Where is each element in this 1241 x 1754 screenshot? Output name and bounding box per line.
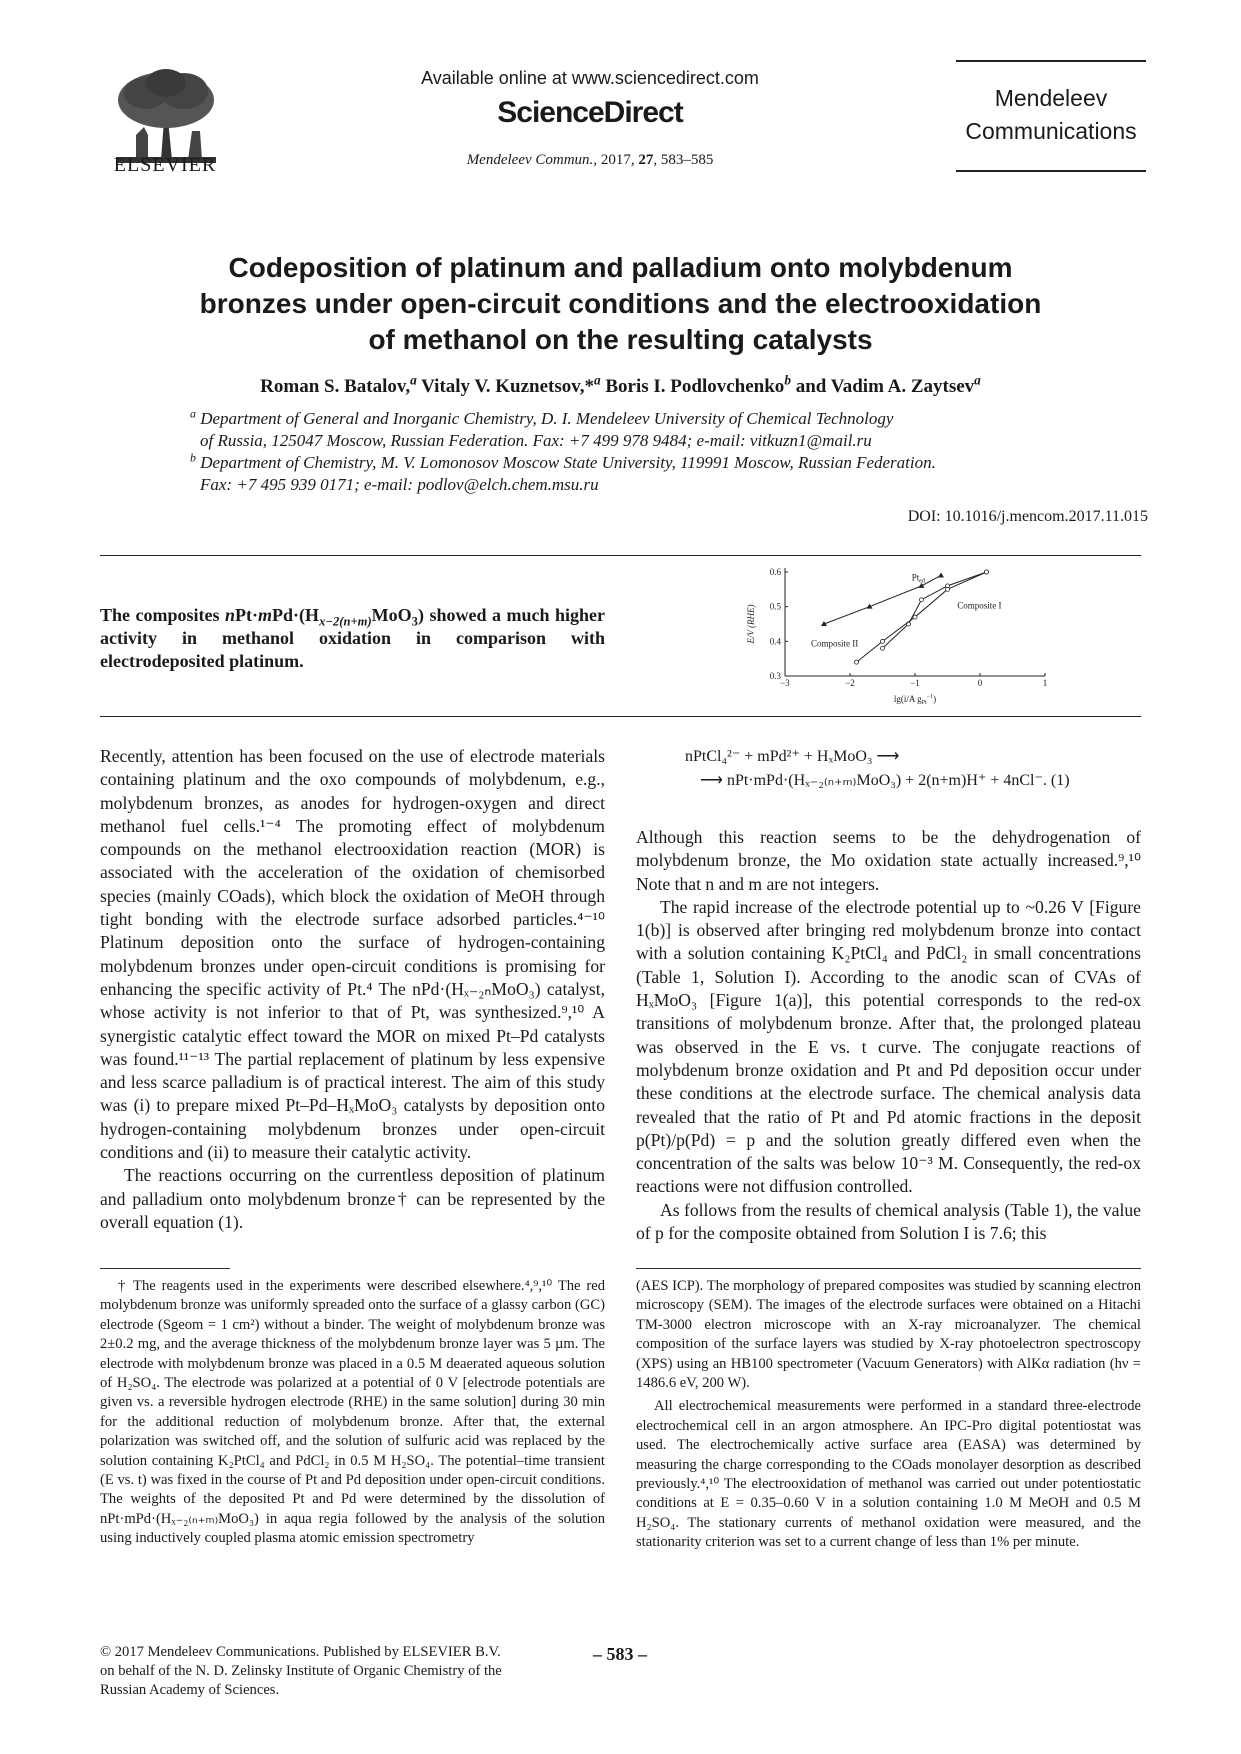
copyright-line: Russian Academy of Sciences. bbox=[100, 1682, 280, 1698]
x-axis-label-end: ) bbox=[933, 694, 937, 704]
journal-name-line1: Mendeleev bbox=[994, 85, 1108, 111]
formula-part: Pt· bbox=[235, 605, 259, 625]
y-tick-label: 0.4 bbox=[769, 636, 781, 647]
footnote-paragraph: (AES ICP). The morphology of prepared composites was studied by scanning electron microscopy (SEM). The images of the electrode surfaces were obtained on a Hitachi TM-3000 electron microscope with an X-ray microanalyzer. The chemical composition of the surface layers was studied by X-ray photoelectron spectroscopy (XPS) using an HB100 spectrometer (Vacuum Generators) with AlKα radiation (hν = 1486.6 eV, 200 W). bbox=[636, 1278, 1141, 1392]
author-affiliation-mark: a bbox=[974, 372, 981, 388]
body-column-left bbox=[100, 745, 605, 1234]
data-point bbox=[881, 639, 885, 643]
abstract-top-rule bbox=[100, 555, 1141, 556]
journal-citation: Mendeleev Commun., 2017, 27, 583–585 bbox=[466, 152, 714, 168]
citation-journal: Mendeleev Commun. bbox=[466, 152, 594, 168]
y-tick-label: 0.6 bbox=[769, 567, 781, 577]
equation-1 bbox=[640, 745, 1145, 793]
author-affiliation-mark: a bbox=[593, 372, 601, 388]
formula-subscript: x−2(n+m) bbox=[319, 614, 372, 629]
author-name: Boris I. Podlovchenko bbox=[600, 376, 785, 397]
affiliation-mark: a bbox=[190, 406, 196, 421]
equation-line-1: nPtCl₄²⁻ + mPd²⁺ + HₓMoO₃ ⟶ bbox=[685, 748, 900, 765]
data-point bbox=[913, 615, 917, 619]
formula-part: MoO bbox=[371, 605, 412, 625]
abstract-text: The composites bbox=[100, 605, 226, 625]
affiliation-line: Department of General and Inorganic Chemistry, D. I. Mendeleev University of Chemical Technology bbox=[200, 409, 894, 428]
body-column-right bbox=[636, 826, 1141, 1245]
y-tick-label: 0.5 bbox=[769, 601, 781, 612]
affiliation-line: Department of Chemistry, M. V. Lomonosov Moscow State University, 119991 Moscow, Russian Federation. bbox=[200, 453, 936, 472]
footnote-right bbox=[636, 1277, 1141, 1553]
footnote-left bbox=[100, 1277, 605, 1549]
citation-pages: 583–585 bbox=[660, 152, 714, 168]
affiliation-b bbox=[190, 452, 1090, 496]
series-label: Composite II bbox=[811, 638, 859, 649]
page-number: – 583 – bbox=[593, 1644, 647, 1664]
graphical-abstract-text bbox=[100, 604, 605, 673]
article-title bbox=[160, 250, 1081, 358]
title-line-2: bronzes under open-circuit conditions and the electrooxidation bbox=[199, 288, 1042, 319]
available-online-text[interactable]: Available online at www.sciencedirect.com bbox=[421, 68, 759, 88]
abstract-text: ) showed a much higher activity in methanol oxidation in comparison with electrodeposited platinum. bbox=[100, 605, 605, 671]
abstract-chart bbox=[740, 564, 1060, 714]
footnote-rule bbox=[100, 1268, 230, 1269]
publisher-logo-text: ELSEVIER bbox=[113, 154, 217, 176]
footnote-paragraph: † The reagents used in the experiments were described elsewhere.⁴,⁹,¹⁰ The red molybdenum bronze was uniformly spreaded onto the surface of a glassy carbon (GC) electrode (Sgeom = 1 cm²) without a binder. The weight of molybdenum bronze was 2±0.2 mg, and the average thickness of the molybdenum bronze layer was 5 µm. The electrode with molybdenum bronze was placed in a 0.5 M deaerated aqueous solution of H₂SO₄. The electrode was polarized at a potential of 0 V [electrode potentials are given vs. a reversible hydrogen electrode (RHE) in the same solution] during 30 min for the additional reduction of molybdenum bronze. After that, the external polarization was switched off, and the solution of sulfuric acid was replaced by the solution containing K₂PtCl₄ and PdCl₂ in 0.5 M H₂SO₄. The potential–time transient (E vs. t) was fixed in the course of Pt and Pd deposition under open-circuit conditions. The weights of the deposited Pt and Pd were determined by the dissolution of nPt·mPd·(Hₓ₋₂₍ₙ₊ₘ₎MoO₃) in aqua regia followed by the analysis of the solution using inductively coupled plasma atomic emission spectrometry bbox=[100, 1278, 605, 1547]
affiliation-mark: b bbox=[190, 450, 196, 465]
body-paragraph: The reactions occurring on the currentless deposition of platinum and palladium onto molybdenum bronze† can be represented by the overall equation (1). bbox=[100, 1165, 605, 1232]
series-label: Composite I bbox=[957, 600, 1002, 611]
body-paragraph: The rapid increase of the electrode potential up to ~0.26 V [Figure 1(b)] is observed after bringing red molybdenum bronze into contact with a solution containing K₂PtCl₄ and PdCl₂ in small concentrations (Table 1, Solution I). According to the anodic scan of CVAs of HₓMoO₃ [Figure 1(a)], this potential corresponds to the red-ox transitions of molybdenum bronze. After that, the prolonged plateau was observed in the E vs. t curve. The conjugate reactions of molybdenum bronze oxidation and Pt and Pd deposition occur under these conditions at the electrode surface. The chemical analysis data revealed that the ratio of Pt and Pd atomic fractions in the deposit p(Pt)/p(Pd) = p and the solution greatly differed even when the concentration of the salts was below 10⁻³ M. Consequently, the red-ox reactions were not diffusion controlled. bbox=[636, 896, 1141, 1197]
x-tick-label: 1 bbox=[1042, 678, 1048, 688]
data-point bbox=[946, 587, 950, 591]
author-affiliation-mark: b bbox=[784, 372, 791, 388]
body-paragraph: Recently, attention has been focused on the use of electrode materials containing platinum and the oxo compounds of molybdenum, e.g., molybdenum bronzes, as anodes for hydrogen-oxygen and direct methanol fuel cells.¹⁻⁴ The promoting effect of molybdenum compounds on the methanol electrooxidation reaction (MOR) is associated with the acceleration of the oxidation of chemisorbed species (mainly COads), which block the oxidation of MeOH through tight bonding with the electrode surface adsorbed particles.⁴⁻¹⁰ Platinum deposition onto the surface of hydrogen-containing molybdenum bronzes under open-circuit conditions is promising for enhancing the specific activity of Pt.⁴ The nPd·(Hₓ₋₂ₙMoO₃) catalyst, whose activity is not inferior to that of Pt, was synthesized.⁹,¹⁰ A synergistic catalytic effect toward the MOR on mixed Pt–Pd catalysts was found.¹¹⁻¹³ The partial replacement of platinum by less expensive and less scarce palladium is of practical interest. The aim of this study was (i) to prepare mixed Pt–Pd–HₓMoO₃ catalysts by deposition onto hydrogen-containing molybdenum bronzes under open-circuit conditions and (ii) to measure their catalytic activity. bbox=[100, 746, 605, 1163]
author-name: and Vadim A. Zaytsev bbox=[790, 376, 975, 397]
affiliation-line: of Russia, 125047 Moscow, Russian Federation. Fax: +7 499 978 9484; e-mail: vitkuzn1@mail.ru bbox=[200, 431, 872, 450]
body-paragraph: Although this reaction seems to be the dehydrogenation of molybdenum bronze, the Mo oxidation state actually increased.⁹,¹⁰ Note that n and m are not integers. bbox=[636, 827, 1141, 894]
y-tick-label: 0.3 bbox=[769, 671, 781, 681]
series-label: $Pt_{ed}$ bbox=[911, 572, 925, 585]
x-axis-label-sub: Pt bbox=[921, 700, 927, 706]
y-axis-label: E/V (RHE) bbox=[746, 604, 756, 644]
copyright-notice bbox=[100, 1643, 560, 1700]
affiliation-a bbox=[190, 408, 1090, 452]
formula-part: n bbox=[225, 605, 236, 625]
title-line-3: of methanol on the resulting catalysts bbox=[368, 324, 873, 355]
x-tick-label: −2 bbox=[845, 678, 855, 688]
footnote-rule bbox=[636, 1268, 1141, 1269]
data-point bbox=[920, 598, 924, 602]
sciencedirect-logo[interactable]: ScienceDirect bbox=[497, 96, 683, 129]
x-tick-label: −3 bbox=[780, 678, 790, 688]
journal-name-box bbox=[956, 60, 1146, 172]
formula-subscript: 3 bbox=[411, 614, 418, 629]
x-axis-label-sup: −1 bbox=[926, 694, 934, 700]
citation-volume: 27 bbox=[638, 152, 654, 168]
author-list bbox=[100, 372, 1141, 398]
abstract-bottom-rule bbox=[100, 716, 1141, 717]
journal-name-line2: Communications bbox=[965, 118, 1137, 144]
copyright-line: on behalf of the N. D. Zelinsky Institute of Organic Chemistry of the bbox=[100, 1663, 502, 1679]
author-name: Vitaly V. Kuznetsov,* bbox=[416, 376, 594, 397]
data-point bbox=[855, 660, 859, 664]
title-line-1: Codeposition of platinum and palladium onto molybdenum bbox=[228, 252, 1013, 283]
series-label-sub: ed bbox=[919, 578, 925, 585]
x-tick-label: 0 bbox=[977, 678, 983, 688]
equation-line-2: ⟶ nPt·mPd·(Hₓ₋₂₍ₙ₊ₘ₎MoO₃) + 2(n+m)H⁺ + 4nCl⁻. (1) bbox=[700, 772, 1070, 789]
affiliation-line: Fax: +7 495 939 0171; e-mail: podlov@elch.chem.msu.ru bbox=[200, 475, 599, 494]
formula-part: m bbox=[258, 605, 273, 625]
data-point bbox=[938, 572, 944, 577]
doi-link[interactable]: DOI: 10.1016/j.mencom.2017.11.015 bbox=[907, 508, 1148, 525]
x-tick-label: −1 bbox=[910, 678, 920, 688]
copyright-line: © 2017 Mendeleev Communications. Published by ELSEVIER B.V. bbox=[100, 1644, 501, 1660]
author-name: Roman S. Batalov, bbox=[260, 376, 411, 397]
footnote-paragraph: All electrochemical measurements were performed in a standard three-electrode electrochemical cell in an argon atmosphere. An IPC-Pro digital potentiostat was used. The electrochemically active surface area (EASA) was determined by measuring the charge corresponding to the COads monolayer desorption as described previously.⁴,¹⁰ The electrooxidation of methanol was carried out under potentiostatic conditions at E = 0.35–0.60 V in a solution containing 1.0 M MeOH and 0.5 M H₂SO₄. The stationary currents of methanol oxidation were measured, and the stationarity criterion was set to a current change of less than 1% per minute. bbox=[636, 1398, 1141, 1551]
data-point bbox=[881, 646, 885, 650]
body-paragraph: As follows from the results of chemical analysis (Table 1), the value of p for the composite obtained from Solution I is 7.6; this bbox=[636, 1199, 1141, 1244]
data-point bbox=[985, 570, 989, 574]
formula-part: Pd·(H bbox=[272, 605, 320, 625]
x-axis-label: lg(i/A $g_{Pt}^{-1}$) bbox=[893, 694, 937, 706]
citation-year: 2017, bbox=[600, 152, 635, 168]
author-affiliation-mark: a bbox=[410, 372, 417, 388]
